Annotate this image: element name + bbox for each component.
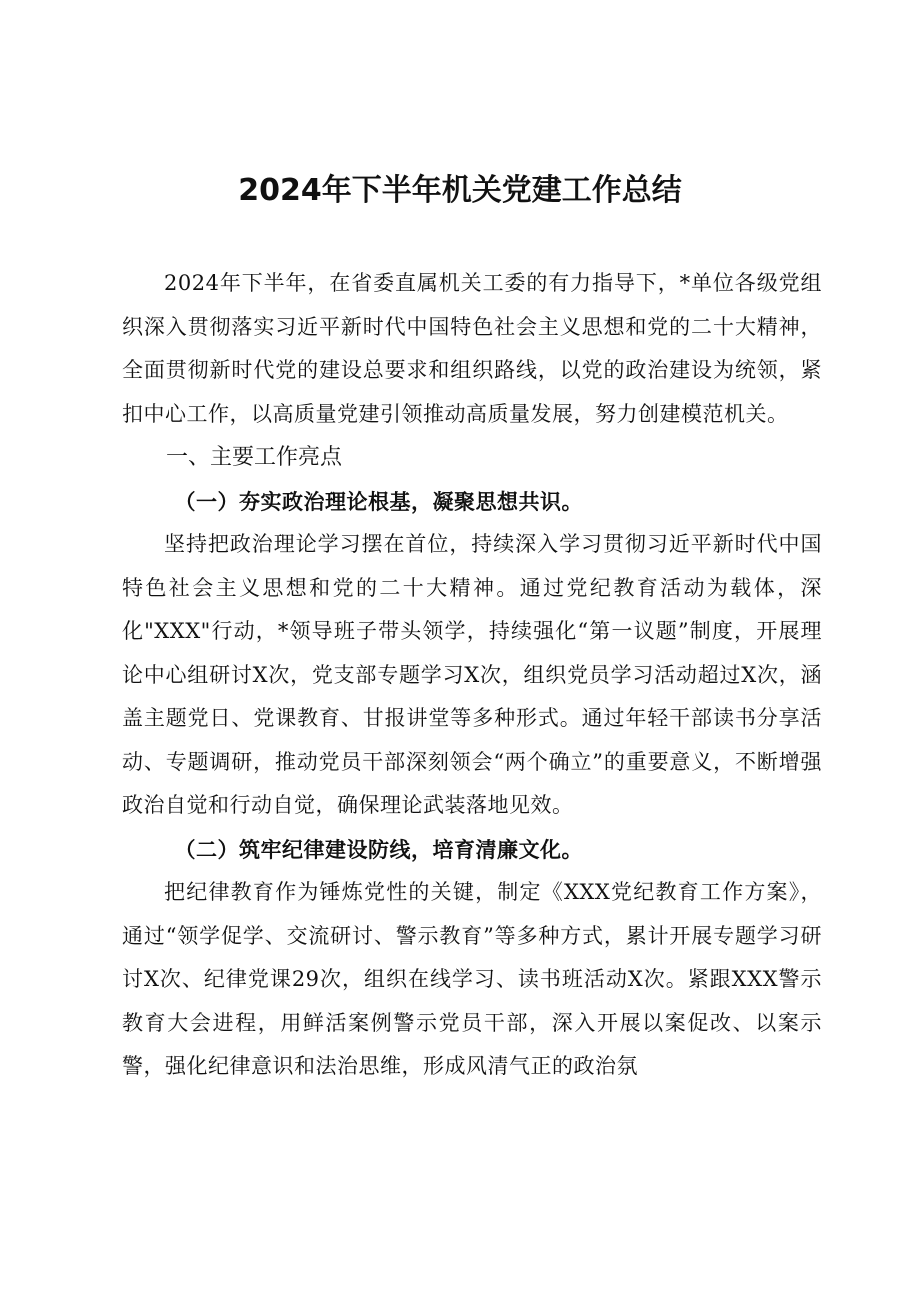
discipline-paragraph: 把纪律教育作为锤炼党性的关键，制定《XXX党纪教育工作方案》，通过“领学促学、交流研讨、警示教育”等多种方式，累计开展专题学习研讨X次、纪律党课29次，组织在线学习、读书班活动X次。紧跟XXX警示教育大会进程，用鲜活案例警示党员干部，深入开展以案促改、以案示警，强化纪律意识和法治思维，形成风清气正的政治氛 — [122, 880, 822, 1078]
political-theory-paragraph: 坚持把政治理论学习摆在首位，持续深入学习贯彻习近平新时代中国特色社会主义思想和党的二十大精神。通过党纪教育活动为载体，深化"XXX"行动，*领导班子带头领学，持续强化“第一议题”制度，开展理论中心组研讨X次，党支部专题学习X次，组织党员学习活动超过X次，涵盖主题党日、党课教育、甘报讲堂等多种形式。通过年轻干部读书分享活动、专题调研，推动党员干部深刻领会“两个确立”的重要意义，不断增强政治自觉和行动自觉，确保理论武装落地见效。 — [122, 532, 822, 817]
subsection-heading-political-theory: （一）夯实政治理论根基，凝聚思想共识。 — [174, 488, 583, 514]
section-heading-main-highlights: 一、主要工作亮点 — [166, 445, 343, 470]
intro-paragraph: 2024年下半年，在省委直属机关工委的有力指导下，*单位各级党组织深入贯彻落实习近平新时代中国特色社会主义思想和党的二十大精神，全面贯彻新时代党的建设总要求和组织路线，以党的政治建设为统领，紧扣中心工作，以高质量党建引领推动高质量发展，努力创建模范机关。 — [122, 271, 822, 426]
document-title: 2024年下半年机关党建工作总结 — [238, 173, 682, 208]
subsection-heading-discipline: （二）筑牢纪律建设防线，培育清廉文化。 — [174, 836, 583, 862]
document-body — [122, 262, 822, 1089]
